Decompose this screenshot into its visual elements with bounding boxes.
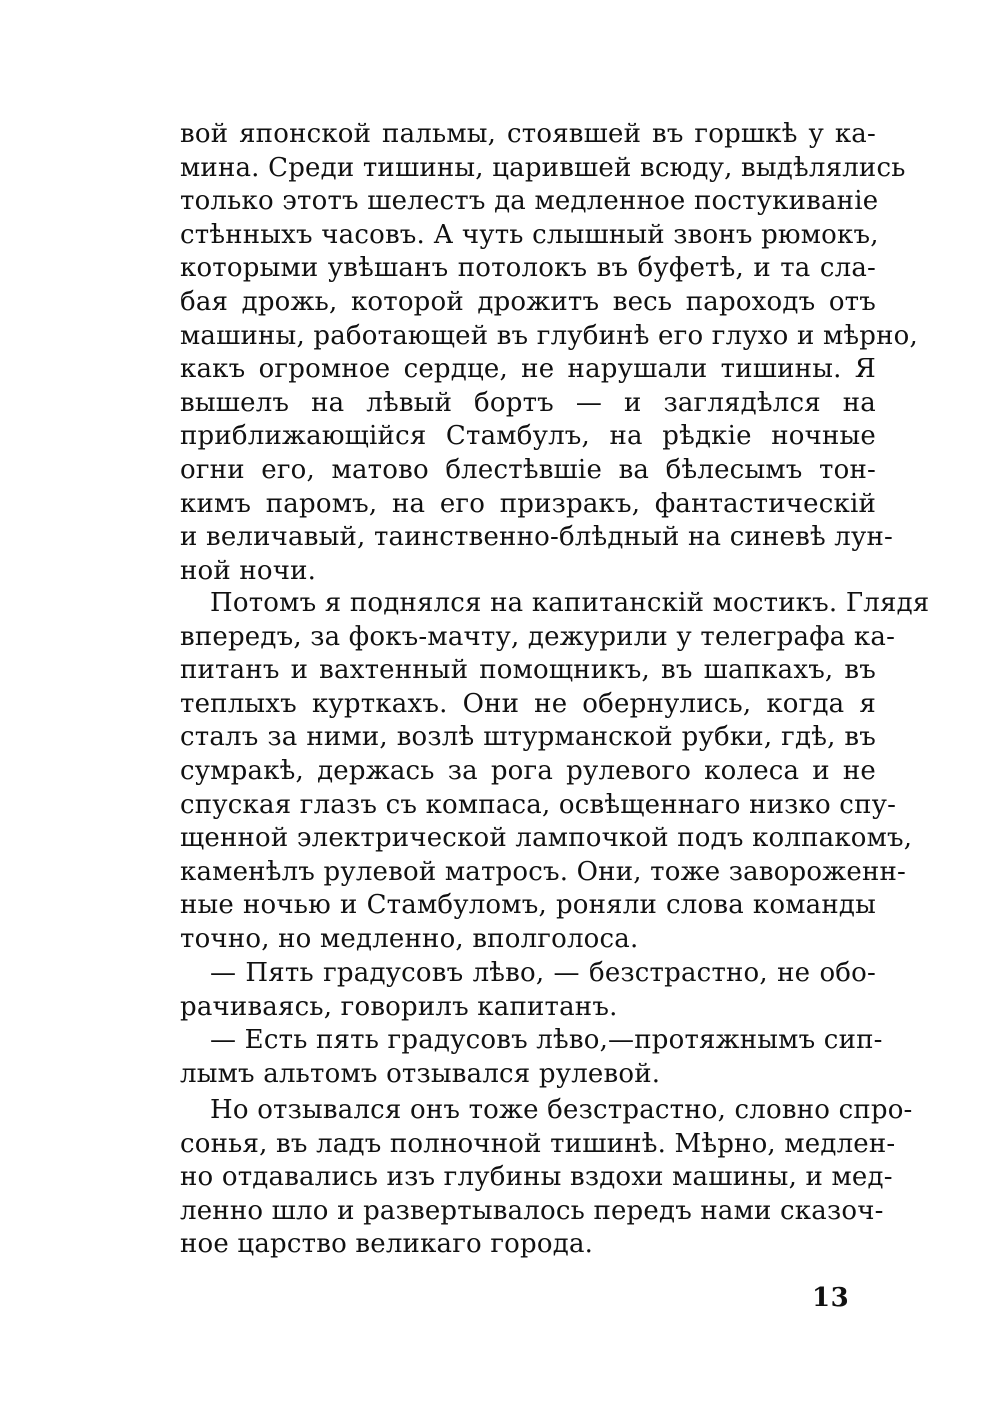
text-line: теплыхъ курткахъ. Они не обернулись, когда я xyxy=(180,688,876,719)
text-line: сталъ за ними, возлѣ штурманской рубки, гдѣ, въ xyxy=(180,722,876,753)
text-line: точно, но медленно, вполголоса. xyxy=(180,923,639,954)
text-line: бая дрожь, которой дрожитъ весь пароходъ отъ xyxy=(180,286,876,317)
text-line: Но отзывался онъ тоже безстрастно, словно спро- xyxy=(210,1095,913,1125)
text-line: какъ огромное сердце, не нарушали тишины. Я xyxy=(180,354,876,385)
text-line: ленно шло и развертывалось передъ нами сказоч- xyxy=(180,1195,884,1226)
page-number: 13 xyxy=(812,1283,850,1313)
text-line: питанъ и вахтенный помощникъ, въ шапкахъ, въ xyxy=(180,655,876,686)
paragraph-continued xyxy=(180,118,918,588)
text-line: сумракѣ, держась за рога рулевого колеса и не xyxy=(180,755,876,786)
text-line: лымъ альтомъ отзывался рулевой. xyxy=(180,1058,661,1089)
text-line: огни его, матово блестѣвшiе ва бѣлесымъ тон- xyxy=(180,454,876,485)
text-line: спуская глазъ съ компаса, освѣщеннаго низко спу- xyxy=(180,789,897,820)
paragraph xyxy=(180,1094,913,1262)
text-line: ные ночью и Стамбуломъ, роняли слова команды xyxy=(180,890,876,921)
text-line: кимъ паромъ, на его призракъ, фантастическiй xyxy=(180,488,876,519)
text-line: щенной электрической лампочкой подъ колпакомъ, xyxy=(180,823,913,854)
text-line: ной ночи. xyxy=(180,555,317,586)
dialogue-paragraph xyxy=(180,1024,883,1091)
text-line: мина. Среди тишины, царившей всюду, выдѣлялись xyxy=(180,152,906,183)
text-line: сонья, въ ладъ полночной тишинѣ. Мѣрно, медлен- xyxy=(180,1128,896,1159)
text-line: но отдавались изъ глубины вздохи машины, и мед- xyxy=(180,1162,893,1193)
text-line: — Пять градусовъ лѣво, — безстрастно, не обо- xyxy=(210,958,876,988)
text-line: каменѣлъ рулевой матросъ. Они, тоже завороженн- xyxy=(180,856,906,887)
text-line: приближающiйся Стамбулъ, на рѣдкiе ночные xyxy=(180,421,876,452)
text-line: вышелъ на лѣвый бортъ — и заглядѣлся на xyxy=(180,387,876,418)
text-line: стѣнныхъ часовъ. А чуть слышный звонъ рюмокъ, xyxy=(180,219,879,250)
paragraph xyxy=(180,587,930,957)
text-line: которыми увѣшанъ потолокъ въ буфетѣ, и та сла- xyxy=(180,253,876,284)
text-line: Потомъ я поднялся на капитанскiй мостикъ. Глядя xyxy=(210,588,930,618)
dialogue-paragraph xyxy=(180,957,876,1024)
text-line: ное царство великаго города. xyxy=(180,1229,594,1260)
text-line: впередъ, за фокъ-мачту, дежурили у телеграфа ка- xyxy=(180,621,896,652)
text-line: и величавый, таинственно-блѣдный на синевѣ лун- xyxy=(180,522,894,553)
text-line: только этотъ шелестъ да медленное постукиванiе xyxy=(180,186,879,217)
text-line: машины, работающей въ глубинѣ его глухо и мѣрно, xyxy=(180,320,918,351)
text-line: рачиваясь, говорилъ капитанъ. xyxy=(180,991,618,1022)
text-line: — Есть пять градусовъ лѣво,—протяжнымъ сип- xyxy=(210,1025,883,1055)
text-line: вой японской пальмы, стоявшей въ горшкѣ у ка- xyxy=(180,119,876,149)
